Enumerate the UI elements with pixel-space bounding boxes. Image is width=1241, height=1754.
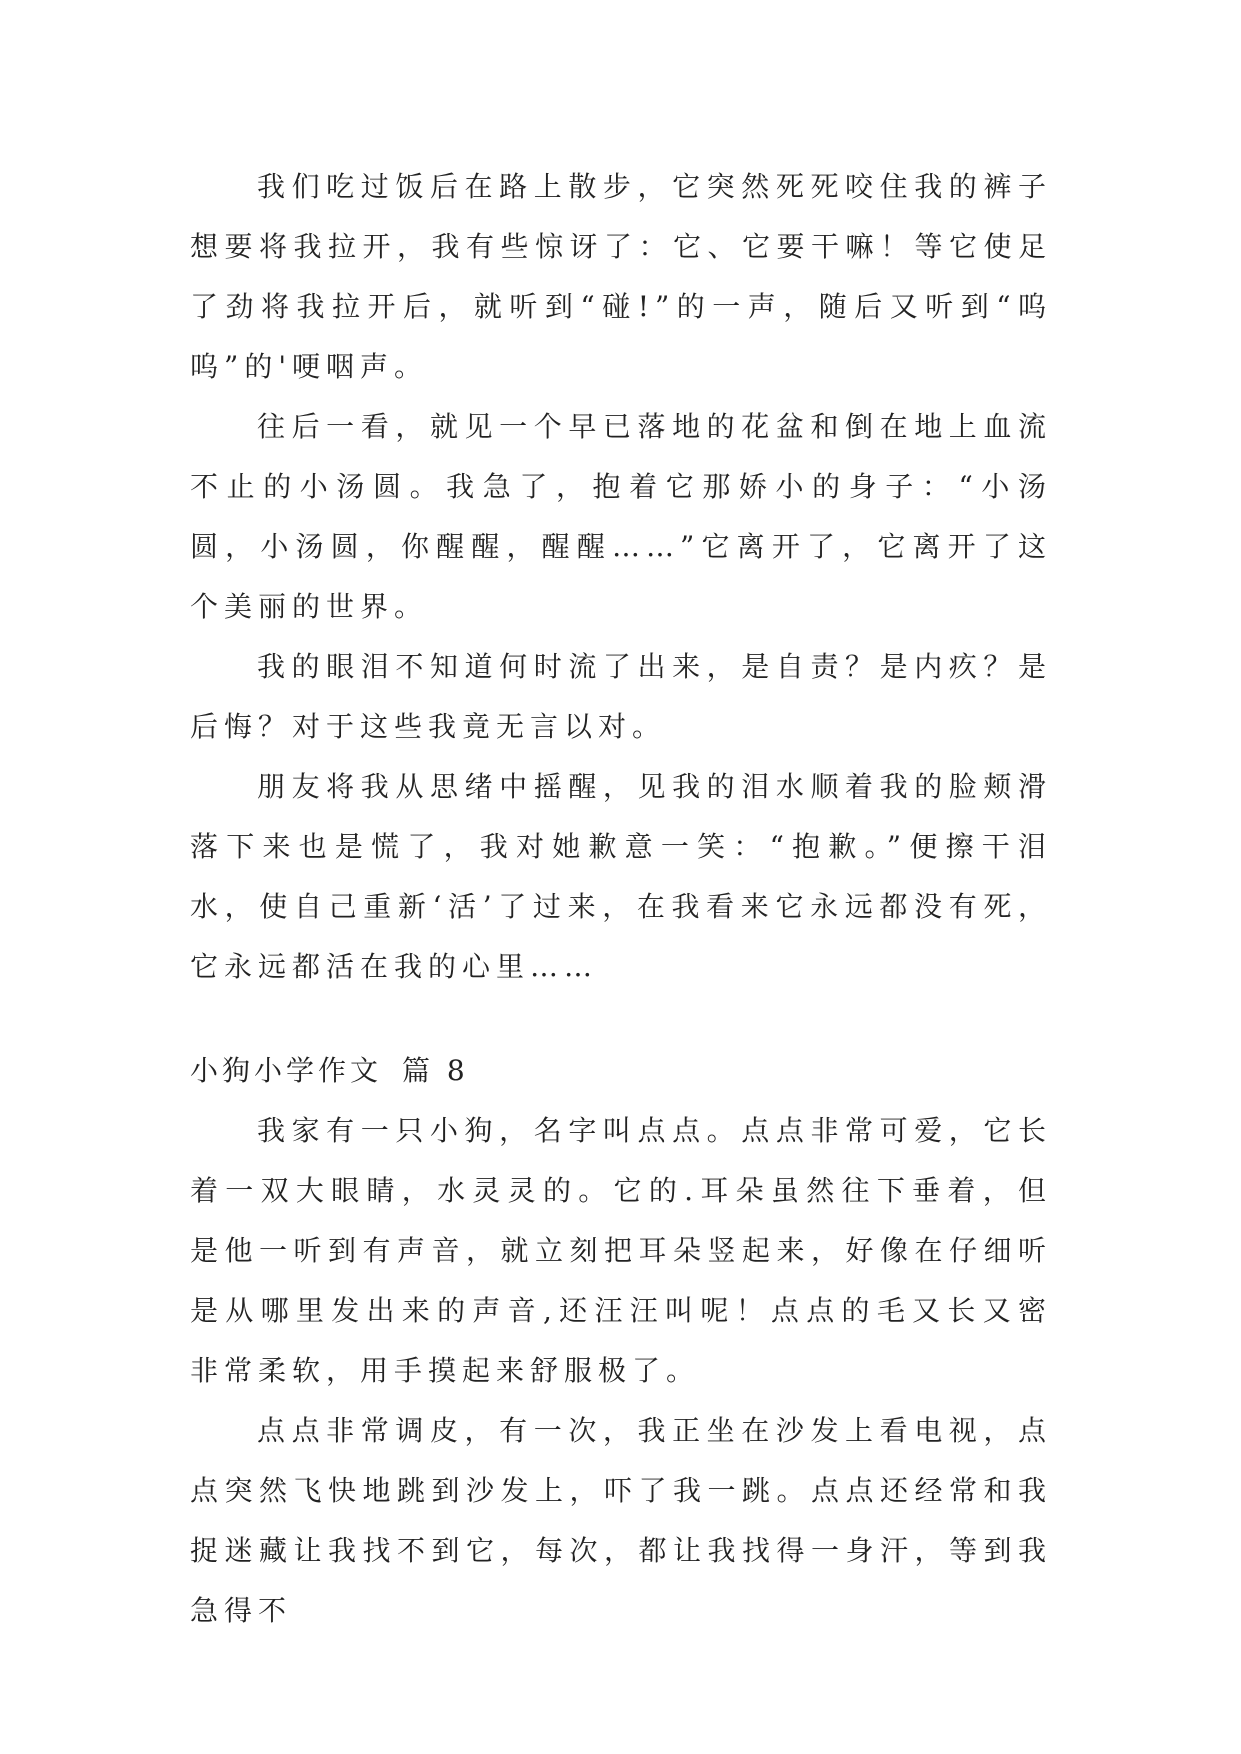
paragraph: 朋友将我从思绪中摇醒，见我的泪水顺着我的脸颊滑落下来也是慌了，我对她歉意一笑：“抱歉。”便擦干泪水，使自己重新‘活’了过来，在我看来它永远都没有死，它永远都活在我的心里…… bbox=[190, 770, 1052, 983]
paragraph: 我们吃过饭后在路上散步，它突然死死咬住我的裤子想要将我拉开，我有些惊讶了：它、它要干嘛！等它使足了劲将我拉开后，就听到“碰!”的一声，随后又听到“呜呜”的'哽咽声。 bbox=[190, 170, 1052, 383]
heading-title: 小狗小学作文 bbox=[190, 1054, 383, 1087]
section-a-body bbox=[190, 157, 1052, 997]
section-b-body bbox=[190, 1101, 1052, 1641]
section-heading bbox=[190, 1041, 469, 1101]
paragraph: 往后一看，就见一个早已落地的花盆和倒在地上血流不止的小汤圆。我急了，抱着它那娇小的身子：“小汤圆，小汤圆，你醒醒，醒醒……”它离开了，它离开了这个美丽的世界。 bbox=[190, 410, 1052, 623]
paragraph: 我家有一只小狗，名字叫点点。点点非常可爱，它长着一双大眼睛，水灵灵的。它的.耳朵虽然往下垂着，但是他一听到有声音，就立刻把耳朵竖起来，好像在仔细听是从哪里发出来的声音,还汪汪叫呢！点点的毛又长又密非常柔软，用手摸起来舒服极了。 bbox=[190, 1114, 1052, 1387]
paragraph: 我的眼泪不知道何时流了出来，是自责？是内疚？是后悔？对于这些我竟无言以对。 bbox=[190, 650, 1052, 743]
paragraph: 点点非常调皮，有一次，我正坐在沙发上看电视，点点突然飞快地跳到沙发上，吓了我一跳。点点还经常和我捉迷藏让我找不到它，每次，都让我找得一身汗，等到我急得不 bbox=[190, 1414, 1052, 1627]
heading-number: 篇 8 bbox=[402, 1054, 469, 1087]
